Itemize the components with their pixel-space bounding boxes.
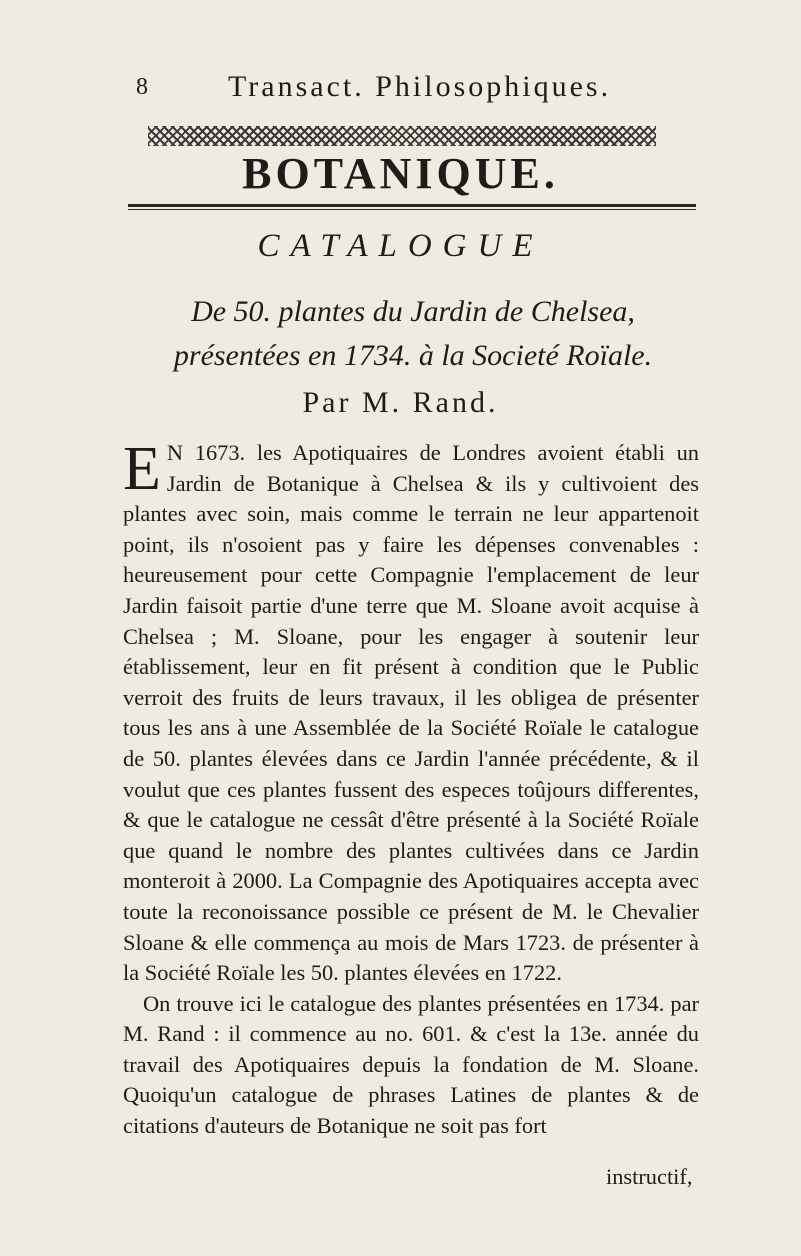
paragraph-1-text: N 1673. les Apotiquaires de Londres avoient établi un Jardin de Botanique à Chelsea & ils y cultivoient des plantes avec soin, mais comme le terrain ne leur appartenoit point, ils n'osoient pas y faire les dépenses convenables : heureusement pour cette Compagnie l'emplacement de leur Jardin faisoit partie d'une terre que M. Sloane avoit acquise à Chelsea ; M. Sloane, pour les engager à soutenir leur établissement, leur en fit présent à condition que le Public verroit des fruits de leurs travaux, il les obligea de présenter tous les ans à une Assemblée de la Société Roïale le catalogue de 50. plantes élevées dans ce Jardin l'année précédente, & il voulut que ces plantes fussent des especes toûjours differentes, & que le catalogue ne cessât d'être présenté à la Société Roïale que quand le nombre des plantes cultivées dans ce Jardin monteroit à 2000. La Compagnie des Apotiquaires accepta avec toute la reconoissance possible ce présent de M. le Chevalier Sloane & elle commença au mois de Mars 1723. de présenter à la Société Roïale les 50. plantes élevées en 1722. xyxy=(123,440,699,986)
rule-thick xyxy=(128,204,696,207)
drop-cap: E xyxy=(123,435,161,503)
paragraph-1 xyxy=(123,435,699,989)
ornamental-border xyxy=(148,126,656,146)
subtitle: De 50. plantes du Jardin de Chelsea, présentées en 1734. à la Societé Roïale. xyxy=(173,295,653,372)
catalogue-heading: CATALOGUE xyxy=(257,228,544,264)
byline: Par M. Rand. xyxy=(302,386,499,419)
running-title: Transact. Philosophiques. xyxy=(228,70,612,103)
section-title: BOTANIQUE. xyxy=(242,149,559,198)
rule-thin xyxy=(128,209,696,210)
paragraph-2: On trouve ici le catalogue des plantes présentées en 1734. par M. Rand : il commence au no. 601. & c'est la 13e. année du travail des Apotiquaires depuis la fondation de M. Sloane. Quoiqu'un catalogue de phrases Latines de plantes & de citations d'auteurs de Botanique ne soit pas fort xyxy=(123,990,699,1139)
body-text xyxy=(123,435,699,1142)
page-number: 8 xyxy=(136,74,148,100)
catchword: instructif, xyxy=(606,1164,693,1189)
running-head xyxy=(0,70,801,108)
